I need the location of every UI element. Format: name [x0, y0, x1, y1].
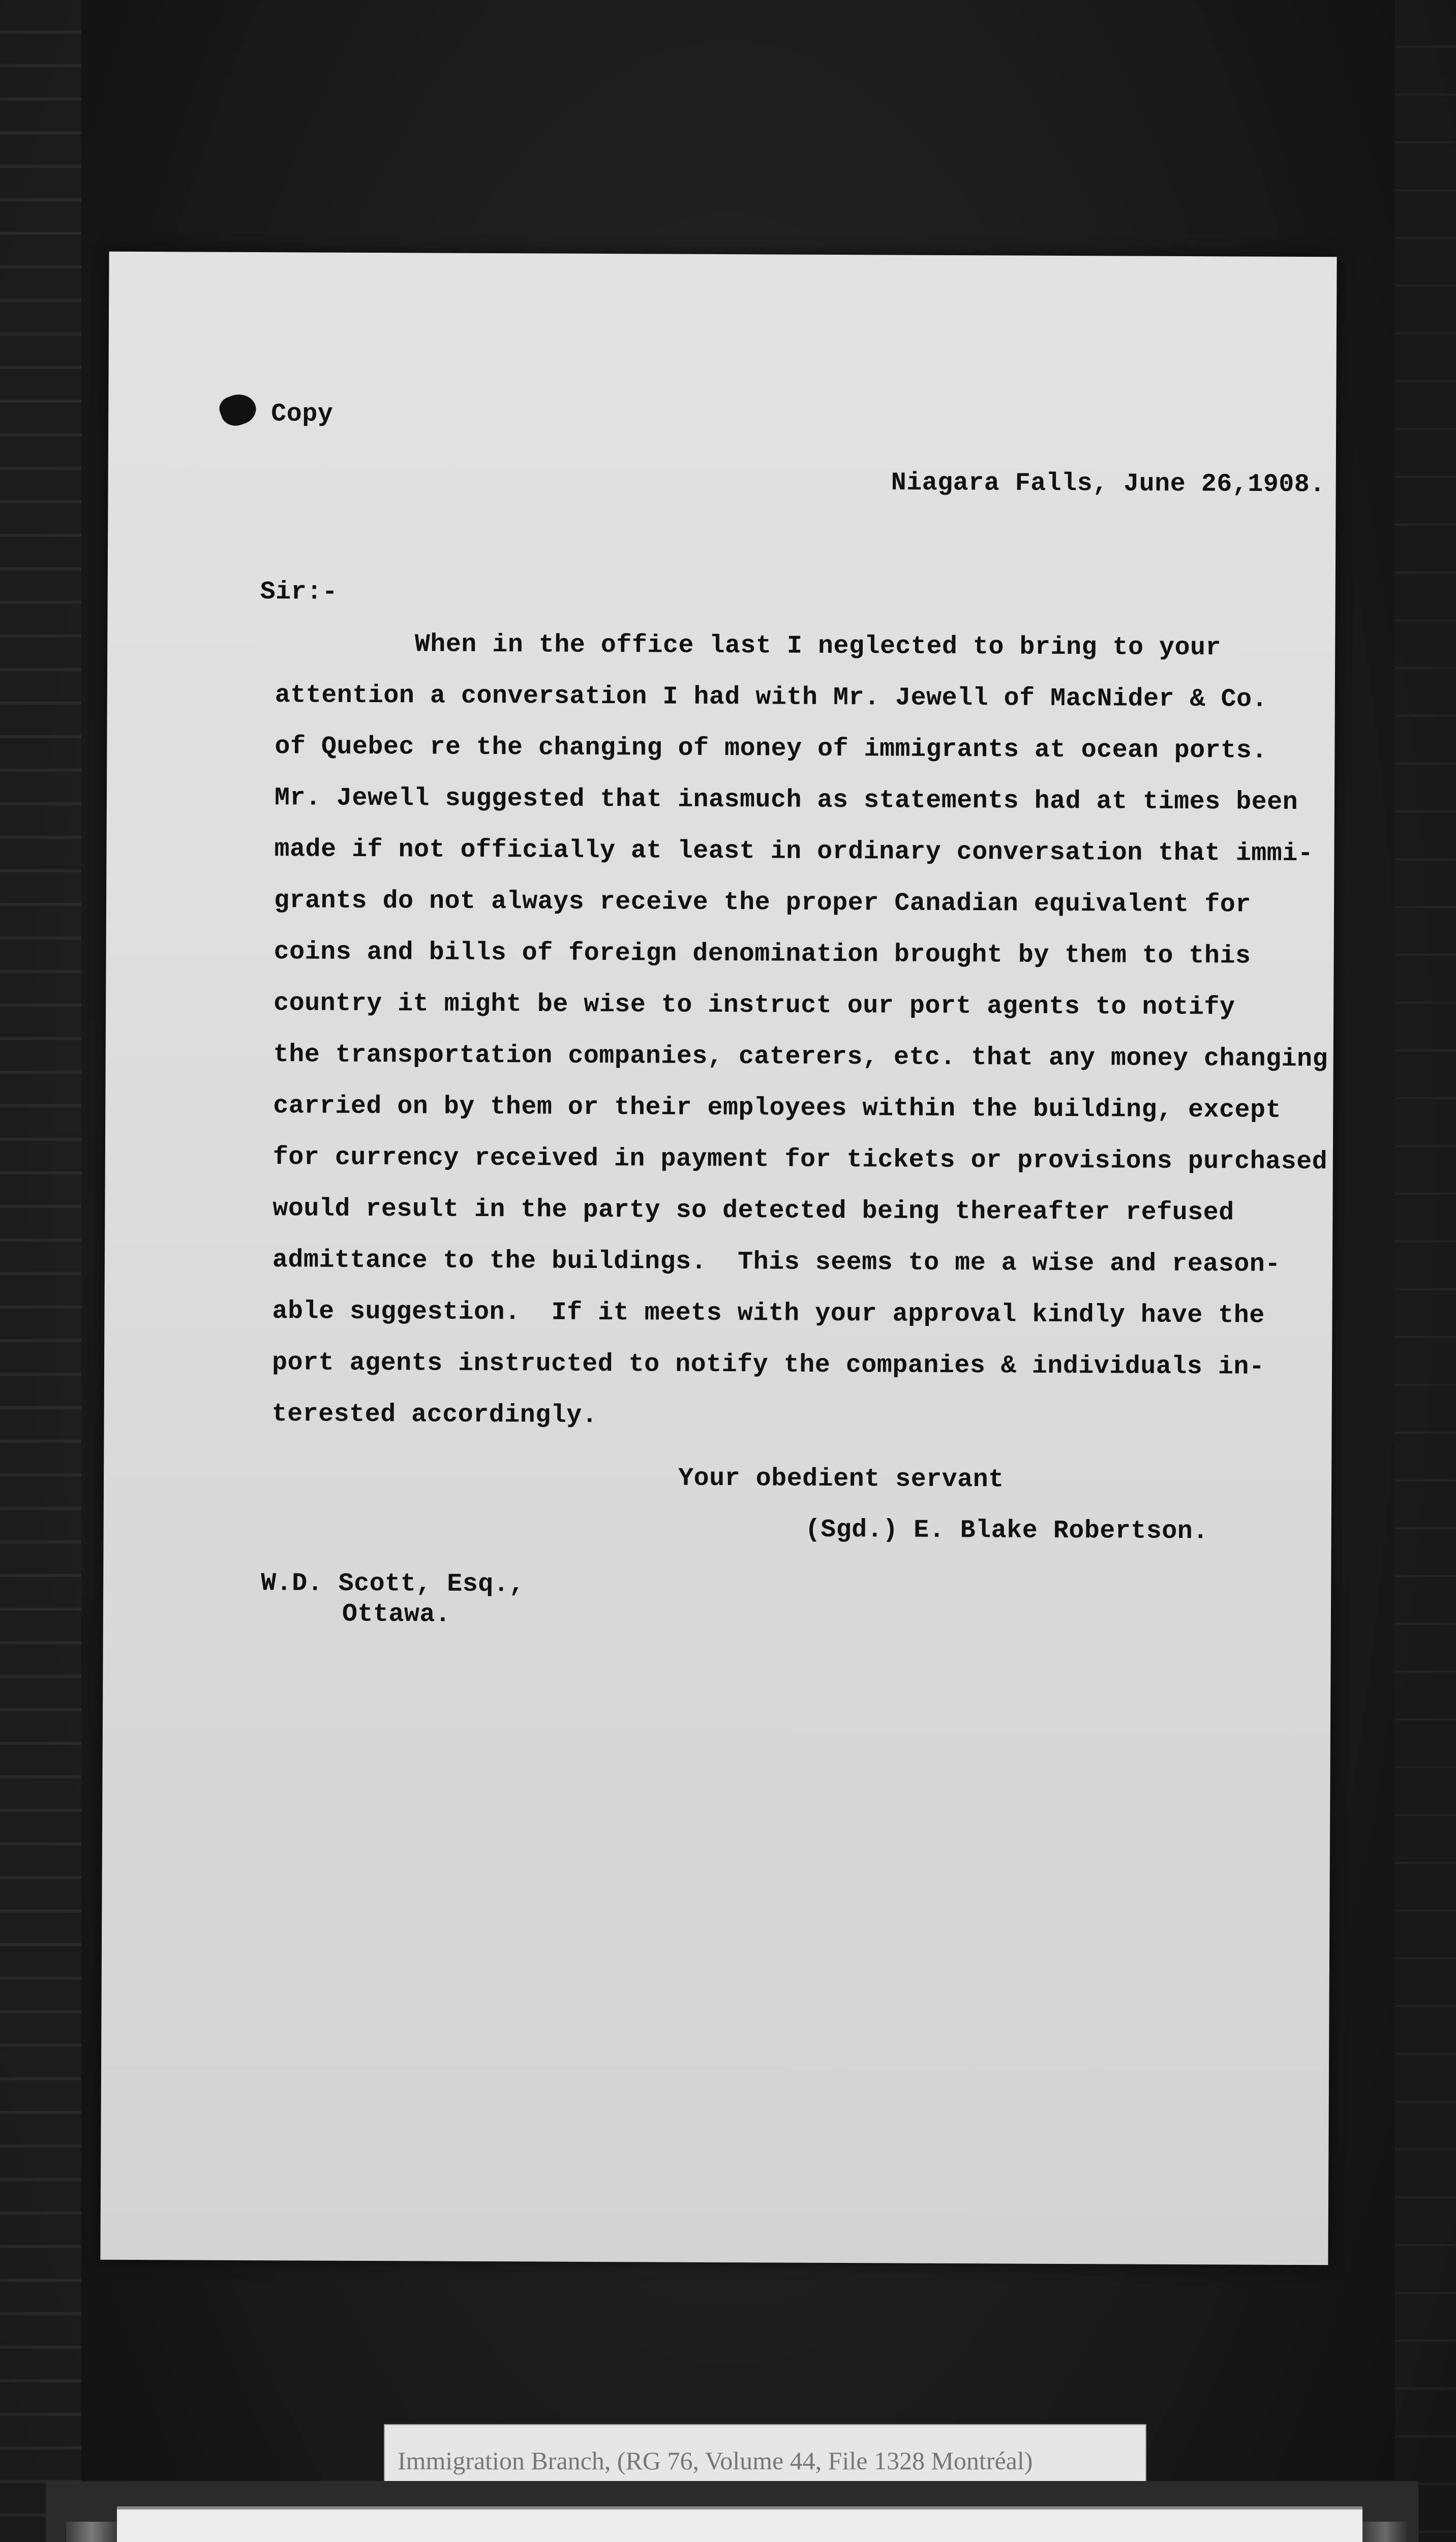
letter-body-line: of Quebec re the changing of money of immigrants at ocean ports. — [275, 732, 1267, 766]
letter-body-line: terested accordingly. — [271, 1400, 598, 1430]
letter-signature: (Sgd.) E. Blake Robertson. — [805, 1515, 1208, 1547]
letter-body-line: for currency received in payment for tickets or provisions purchased — [272, 1143, 1328, 1177]
copy-label: Copy — [271, 400, 333, 429]
letter-body-line: made if not officially at least in ordinary conversation that immi- — [274, 835, 1314, 869]
addressee-name: W.D. Scott, Esq., — [261, 1569, 525, 1599]
letter-body-line: attention a conversation I had with Mr. Jewell of MacNider & Co. — [275, 681, 1268, 714]
ink-blot-mark — [216, 389, 260, 430]
letter-body — [271, 618, 1328, 1444]
letter-salutation: Sir:- — [260, 578, 338, 607]
card-clip-right — [1362, 2522, 1408, 2542]
film-edge-right — [1395, 0, 1456, 2542]
letter-body-line: Mr. Jewell suggested that inasmuch as statements had at times been — [274, 783, 1298, 817]
letter-body-line: admittance to the buildings. This seems to me a wise and reason- — [272, 1246, 1281, 1279]
typed-letter-page — [100, 252, 1337, 2265]
letter-body-line: able suggestion. If it meets with your approval kindly have the — [272, 1297, 1265, 1330]
addressee-city: Ottawa. — [342, 1599, 451, 1629]
letter-body-line: port agents instructed to notify the companies & individuals in- — [271, 1348, 1265, 1382]
letter-body-line: the transportation companies, caterers, etc. that any money changing — [273, 1040, 1328, 1074]
letter-body-line: When in the office last I neglected to bring to your — [275, 629, 1222, 663]
card-clip-left — [66, 2522, 117, 2542]
letter-body-line: carried on by them or their employees within the building, except — [273, 1092, 1282, 1125]
archive-reference-label: Immigration Branch, (RG 76, Volume 44, File 1328 Montréal) — [384, 2424, 1146, 2495]
film-edge-left — [0, 0, 81, 2542]
letter-body-line: coins and bills of foreign denomination brought by them to this — [274, 937, 1251, 971]
letter-body-line: grants do not always receive the proper Canadian equivalent for — [274, 886, 1251, 920]
letter-closing: Your obedient servant — [678, 1464, 1004, 1495]
letter-date-line: Niagara Falls, June 26,1908. — [891, 468, 1325, 500]
archive-title-card — [117, 2506, 1362, 2542]
letter-body-line: would result in the party so detected being thereafter refused — [272, 1194, 1234, 1228]
letter-body-line: country it might be wise to instruct our port agents to notify — [274, 989, 1235, 1022]
